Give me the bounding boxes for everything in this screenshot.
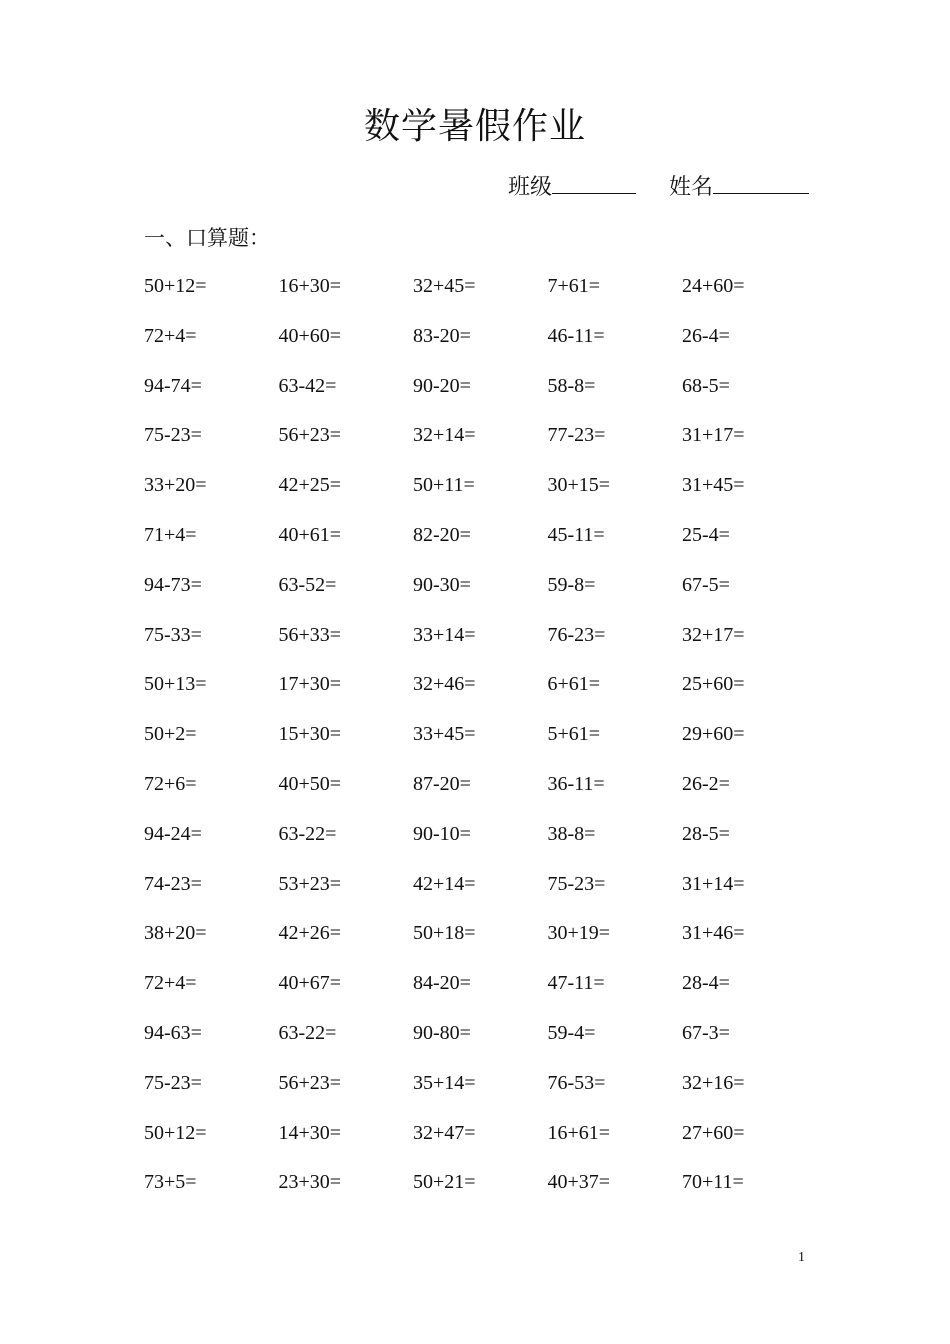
problem-item: 76-53= <box>547 1071 606 1094</box>
problem-item: 50+13= <box>144 673 207 696</box>
problem-item: 15+30= <box>278 723 342 746</box>
problem-item: 71+4= <box>144 523 197 546</box>
problem-row <box>144 471 824 521</box>
problem-row <box>144 720 824 770</box>
problem-item: 56+23= <box>278 424 342 447</box>
problem-row <box>144 421 824 471</box>
problem-item: 50+18= <box>413 922 476 945</box>
problem-item: 50+12= <box>144 1121 207 1144</box>
problem-item: 45-11= <box>547 523 605 546</box>
problem-item: 6+61= <box>547 673 601 696</box>
problem-item: 63-22= <box>278 822 337 845</box>
problem-item: 31+17= <box>682 424 745 447</box>
problem-row <box>144 272 824 322</box>
problem-item: 90-80= <box>413 1021 471 1044</box>
problem-item: 17+30= <box>278 673 342 696</box>
problem-item: 30+15= <box>547 474 611 497</box>
page-title: 数学暑假作业 <box>363 106 586 147</box>
problem-item: 90-10= <box>413 822 471 845</box>
problem-item: 47-11= <box>547 972 605 995</box>
problem-item: 16+61= <box>547 1121 611 1144</box>
problem-item: 28-5= <box>682 822 730 845</box>
problem-item: 5+61= <box>547 723 601 746</box>
problem-item: 33+45= <box>413 723 476 746</box>
problem-row <box>144 820 824 870</box>
section-heading: 一、口算题： <box>144 226 270 250</box>
class-field <box>508 170 636 201</box>
problem-row <box>144 571 824 621</box>
problem-row <box>144 870 824 920</box>
problem-item: 30+19= <box>547 922 611 945</box>
problem-item: 14+30= <box>278 1121 342 1144</box>
problem-row <box>144 372 824 422</box>
problem-item: 40+50= <box>278 772 342 795</box>
problem-item: 24+60= <box>682 275 745 297</box>
problem-item: 63-42= <box>278 374 337 397</box>
problem-item: 84-20= <box>413 972 471 995</box>
problem-item: 7+61= <box>547 275 601 297</box>
problem-item: 27+60= <box>682 1121 745 1144</box>
problem-item: 72+4= <box>144 324 197 347</box>
problem-item: 67-5= <box>682 573 730 596</box>
page-number: 1 <box>798 1250 805 1265</box>
problem-row <box>144 770 824 820</box>
problem-item: 63-52= <box>278 573 337 596</box>
problem-item: 94-63= <box>144 1021 202 1044</box>
problem-item: 68-5= <box>682 374 730 397</box>
problem-item: 56+33= <box>278 623 342 646</box>
name-blank <box>713 171 809 194</box>
problem-item: 50+21= <box>413 1171 476 1194</box>
problem-item: 67-3= <box>682 1021 730 1044</box>
problem-item: 53+23= <box>278 872 342 895</box>
problem-item: 33+20= <box>144 474 207 497</box>
problem-item: 46-11= <box>547 324 605 347</box>
problem-item: 16+30= <box>278 275 342 297</box>
problem-item: 59-4= <box>547 1021 596 1044</box>
problem-row <box>144 969 824 1019</box>
problem-item: 42+14= <box>413 872 476 895</box>
problem-item: 42+25= <box>278 474 342 497</box>
problem-item: 75-23= <box>144 1071 202 1094</box>
problem-item: 33+14= <box>413 623 476 646</box>
problem-item: 32+16= <box>682 1071 745 1094</box>
problem-item: 72+4= <box>144 972 197 995</box>
problem-item: 31+45= <box>682 474 745 497</box>
class-label: 班级 <box>508 175 553 200</box>
problem-item: 38-8= <box>547 822 596 845</box>
problem-item: 25-4= <box>682 523 730 546</box>
problem-item: 32+47= <box>413 1121 476 1144</box>
name-field <box>669 170 809 201</box>
problem-row <box>144 919 824 969</box>
problem-item: 94-24= <box>144 822 202 845</box>
problem-item: 94-73= <box>144 573 202 596</box>
problem-item: 58-8= <box>547 374 596 397</box>
problem-item: 31+46= <box>682 922 745 945</box>
problem-item: 26-4= <box>682 324 730 347</box>
problem-item: 50+12= <box>144 275 207 297</box>
problem-item: 40+61= <box>278 523 342 546</box>
problem-grid <box>144 272 824 1218</box>
problem-item: 75-33= <box>144 623 202 646</box>
problem-item: 38+20= <box>144 922 207 945</box>
problem-item: 59-8= <box>547 573 596 596</box>
problem-item: 94-74= <box>144 374 202 397</box>
problem-item: 29+60= <box>682 723 745 746</box>
problem-item: 75-23= <box>144 424 202 447</box>
problem-item: 32+46= <box>413 673 476 696</box>
problem-item: 63-22= <box>278 1021 337 1044</box>
problem-item: 75-23= <box>547 872 606 895</box>
problem-item: 70+11= <box>682 1171 744 1194</box>
problem-item: 42+26= <box>278 922 342 945</box>
problem-item: 90-30= <box>413 573 471 596</box>
problem-item: 74-23= <box>144 872 202 895</box>
problem-item: 56+23= <box>278 1071 342 1094</box>
problem-row <box>144 521 824 571</box>
problem-item: 50+11= <box>413 474 475 497</box>
problem-row <box>144 621 824 671</box>
problem-row <box>144 1168 824 1218</box>
student-info <box>508 170 809 201</box>
problem-item: 82-20= <box>413 523 471 546</box>
problem-item: 32+45= <box>413 275 476 297</box>
problem-item: 40+60= <box>278 324 342 347</box>
problem-item: 40+37= <box>547 1171 611 1194</box>
problem-item: 36-11= <box>547 772 605 795</box>
problem-item: 73+5= <box>144 1171 197 1194</box>
problem-item: 83-20= <box>413 324 471 347</box>
problem-row <box>144 1069 824 1119</box>
problem-item: 50+2= <box>144 723 197 746</box>
problem-item: 77-23= <box>547 424 606 447</box>
problem-row <box>144 322 824 372</box>
problem-item: 87-20= <box>413 772 471 795</box>
problem-item: 76-23= <box>547 623 606 646</box>
problem-item: 32+17= <box>682 623 745 646</box>
problem-item: 32+14= <box>413 424 476 447</box>
problem-item: 25+60= <box>682 673 745 696</box>
problem-row <box>144 1119 824 1169</box>
name-label: 姓名 <box>669 175 714 200</box>
problem-item: 40+67= <box>278 972 342 995</box>
problem-item: 72+6= <box>144 772 197 795</box>
problem-row <box>144 670 824 720</box>
problem-item: 31+14= <box>682 872 745 895</box>
problem-item: 28-4= <box>682 972 730 995</box>
problem-item: 35+14= <box>413 1071 476 1094</box>
problem-item: 23+30= <box>278 1171 342 1194</box>
problem-row <box>144 1019 824 1069</box>
class-blank <box>552 171 636 194</box>
problem-item: 26-2= <box>682 772 730 795</box>
problem-item: 90-20= <box>413 374 471 397</box>
